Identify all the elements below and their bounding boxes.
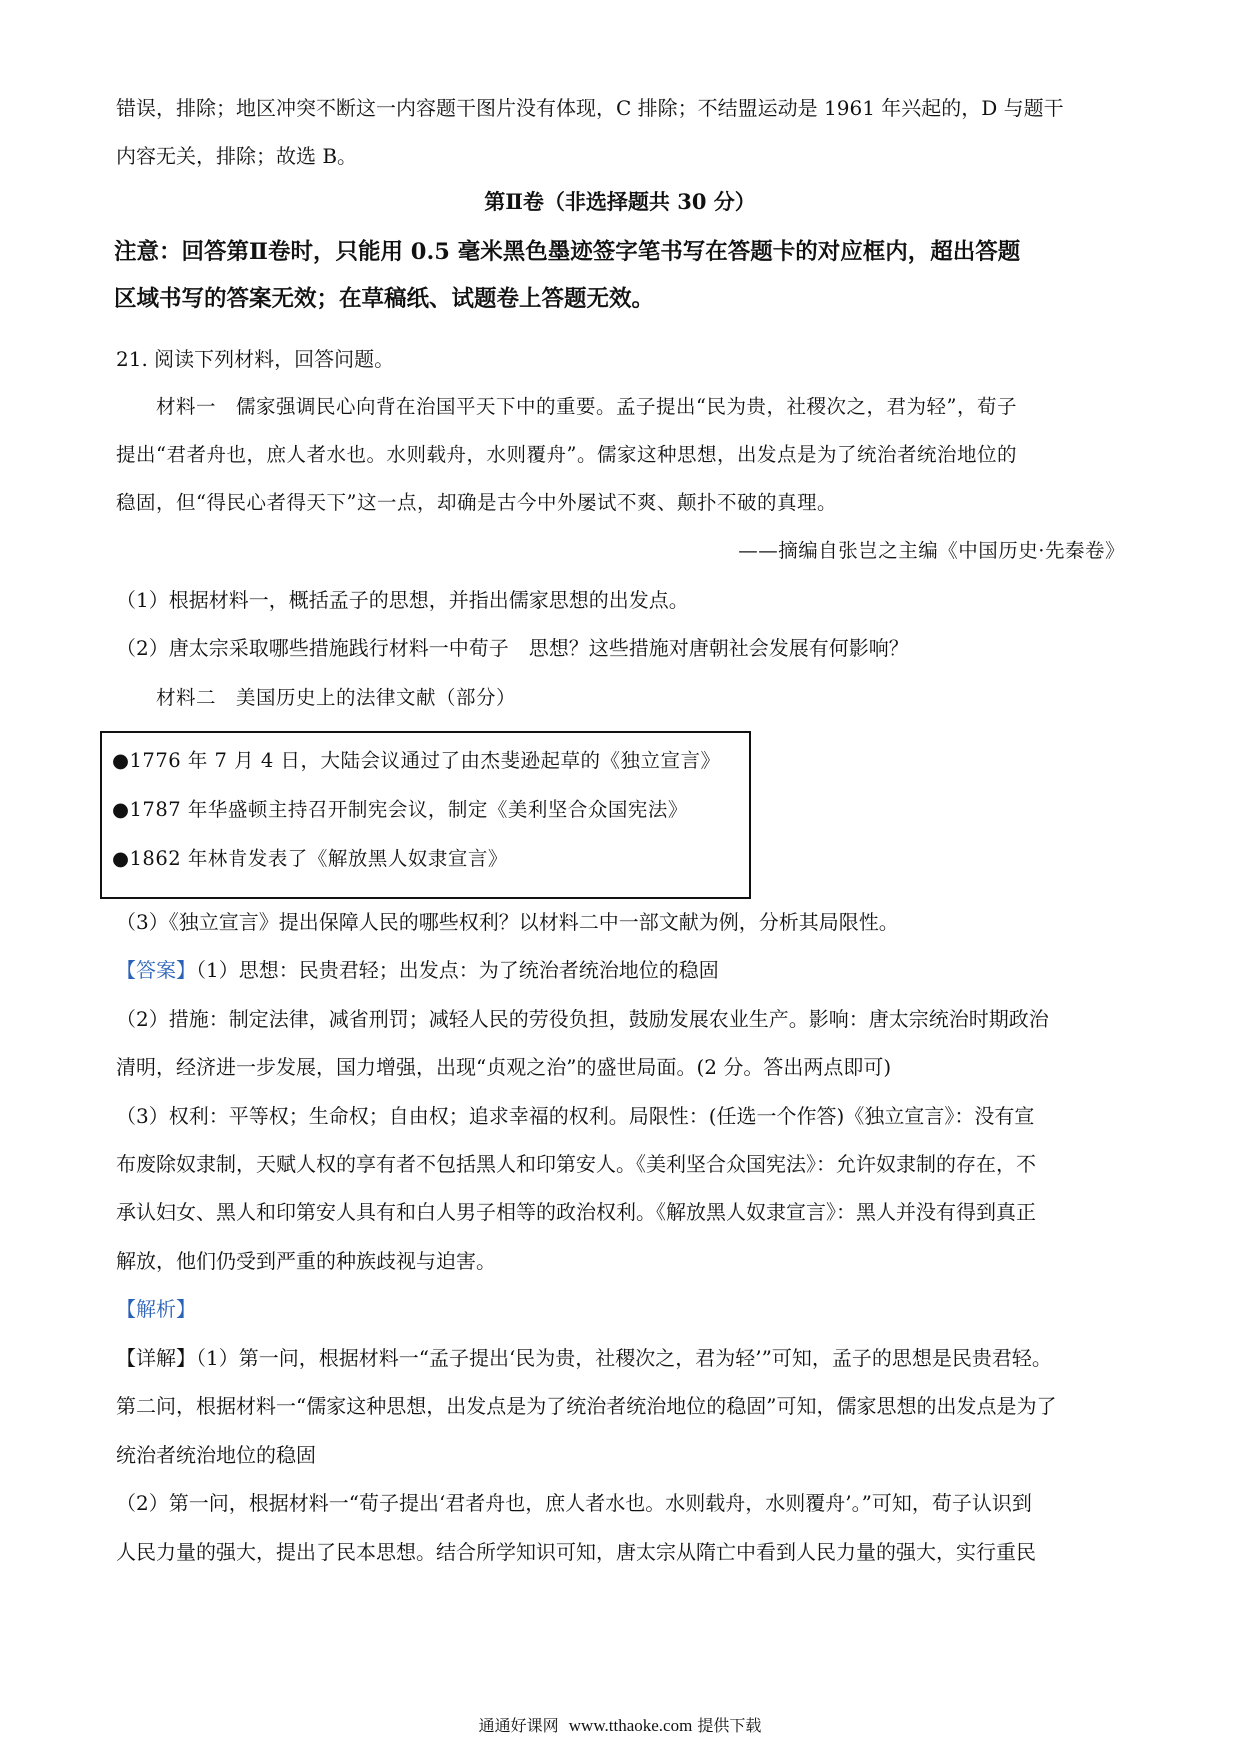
document-item [112, 796, 688, 824]
document-text: 1862 年林肯发表了《解放黑人奴隶宣言》 [129, 847, 508, 870]
detail-1-line-3: 统治者统治地位的稳固 [116, 1443, 316, 1467]
question-stem: 21. 阅读下列材料，回答问题。 [116, 347, 395, 371]
document-text: 1787 年华盛顿主持召开制宪会议，制定《美利坚合众国宪法》 [129, 798, 688, 821]
answer-label: 【答案】 [116, 958, 196, 982]
answer-1 [116, 956, 719, 984]
document-text: 1776 年 7 月 4 日，大陆会议通过了由杰斐逊起草的《独立宣言》 [129, 749, 721, 772]
section-title: 第Ⅱ卷（非选择题共 30 分） [484, 189, 756, 214]
detail-1-line-2: 第二问，根据材料一“儒家这种思想，出发点是为了统治者统治地位的稳固”可知，儒家思想的出发点是为了 [116, 1394, 1057, 1418]
answer-3-line-1: （3）权利：平等权；生命权；自由权；追求幸福的权利。局限性：(任选一个作答)《独立宣言》：没有宣 [116, 1104, 1035, 1128]
answer-1-text: （1）思想：民贵君轻；出发点：为了统治者统治地位的稳固 [196, 958, 719, 982]
bullet-icon: ● [112, 798, 130, 821]
answer-2-line-2: 清明，经济进一步发展，国力增强，出现“贞观之治”的盛世局面。(2 分。答出两点即可) [116, 1055, 892, 1079]
detail-1-line-1 [116, 1344, 1052, 1372]
material1-line-1: 材料一 儒家强调民心向背在治国平天下中的重要。孟子提出“民为贵，社稷次之，君为轻”，荀子 [156, 395, 1017, 418]
analysis-label: 【解析】 [116, 1297, 196, 1321]
detail-label: 【详解】 [116, 1346, 196, 1370]
footer-url[interactable]: www.tthaoke.com [568, 1716, 693, 1735]
question-3: （3）《独立宣言》提出保障人民的哪些权利？以材料二中一部文献为例，分析其局限性。 [116, 910, 899, 934]
question-2: （2）唐太宗采取哪些措施践行材料一中荀子 思想？这些措施对唐朝社会发展有何影响？ [116, 636, 909, 660]
answer-2-line-1: （2）措施：制定法律，减省刑罚；减轻人民的劳役负担，鼓励发展农业生产。影响：唐太宗统治时期政治 [116, 1007, 1049, 1031]
material2-title: 材料二 美国历史上的法律文献（部分） [156, 686, 517, 709]
material1-line-2: 提出“君者舟也，庶人者水也。水则载舟，水则覆舟”。儒家这种思想，出发点是为了统治者统治地位的 [116, 443, 1017, 466]
bullet-icon: ● [112, 847, 130, 870]
page-footer [0, 1712, 1240, 1740]
answer-3-line-3: 承认妇女、黑人和印第安人具有和白人男子相等的政治权利。《解放黑人奴隶宣言》：黑人并没有得到真正 [116, 1200, 1036, 1224]
answer-3-line-4: 解放，他们仍受到严重的种族歧视与迫害。 [116, 1249, 496, 1273]
detail-1-text: （1）第一问，根据材料一“孟子提出‘民为贵，社稷次之，君为轻’”可知，孟子的思想是民贵君轻。 [196, 1346, 1052, 1370]
material1-source: ——摘编自张岂之主编《中国历史·先秦卷》 [738, 539, 1125, 562]
notice-line-1: 注意：回答第Ⅱ卷时，只能用 0.5 毫米黑色墨迹签字笔书写在答题卡的对应框内，超出答题 [114, 239, 1021, 265]
bullet-icon: ● [112, 749, 130, 772]
detail-2-line-1: （2）第一问，根据材料一“荀子提出‘君者舟也，庶人者水也。水则载舟，水则覆舟’。”可知，荀子认识到 [116, 1491, 1032, 1515]
footer-site: 通通好课网 [478, 1716, 559, 1735]
footer-suffix: 提供下载 [697, 1716, 762, 1735]
question-1: （1）根据材料一，概括孟子的思想，并指出儒家思想的出发点。 [116, 588, 689, 612]
intro-line-2: 内容无关，排除；故选 B。 [116, 144, 358, 168]
answer-3-line-2: 布废除奴隶制，天赋人权的享有者不包括黑人和印第安人。《美利坚合众国宪法》：允许奴隶制的存在，不 [116, 1152, 1036, 1176]
intro-line-1: 错误，排除；地区冲突不断这一内容题干图片没有体现，C 排除；不结盟运动是 1961 年兴起的，D 与题干 [116, 96, 1064, 120]
document-item [112, 845, 508, 873]
material1-line-3: 稳固，但“得民心者得天下”这一点，却确是古今中外屡试不爽、颠扑不破的真理。 [116, 491, 837, 514]
document-item [112, 747, 720, 775]
detail-2-line-2: 人民力量的强大，提出了民本思想。结合所学知识可知，唐太宗从隋亡中看到人民力量的强大，实行重民 [116, 1540, 1036, 1564]
notice-line-2: 区域书写的答案无效；在草稿纸、试题卷上答题无效。 [114, 286, 655, 312]
